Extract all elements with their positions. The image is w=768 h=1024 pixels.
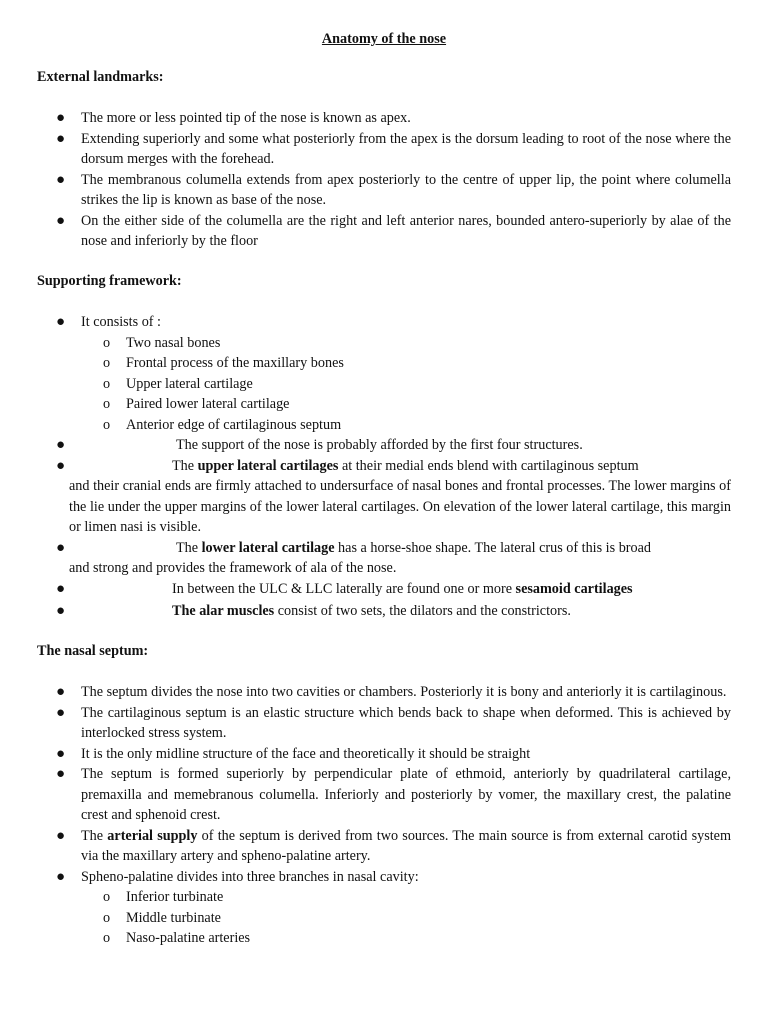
list-item: ● On the either side of the columella are the right and left anterior nares, bounded antero-superiorly by alae of the nose and inferiorly by the floor	[56, 212, 731, 249]
circle-bullet-icon: o	[103, 909, 111, 926]
supporting-framework-list	[0, 312, 768, 622]
list-item: ● The alar muscles consist of two sets, the dilators and the constrictors.	[0, 601, 731, 622]
list-item: ● The lower lateral cartilage has a horse-shoe shape. The lateral crus of this is broad and strong and provides the framework of ala of the nose.	[56, 539, 651, 576]
sub-list-item: o Upper lateral cartilage	[0, 374, 768, 395]
sub-list-item: o Anterior edge of cartilaginous septum	[0, 415, 768, 436]
bold-term: upper lateral cartilages	[197, 457, 339, 474]
list-item: ● The cartilaginous septum is an elastic structure which bends back to shape when deformed. This is achieved by interlocked stress system.	[56, 704, 731, 741]
list-item: ● The septum is formed superiorly by perpendicular plate of ethmoid, anteriorly by quadrilateral cartilage, premaxilla and memebranous columella. Inferiorly and posteriorly by vomer, the maxillary crest, the palatine crest and sphenoid crest.	[56, 766, 731, 823]
bold-term: sesamoid cartilages	[515, 580, 633, 597]
bullet-icon: ●	[56, 766, 66, 782]
bold-term: lower lateral cartilage	[201, 539, 335, 556]
bullet-icon: ●	[56, 684, 66, 700]
list-item: ● In between the ULC & LLC laterally are found one or more sesamoid cartilages	[0, 579, 731, 600]
bullet-icon: ●	[56, 539, 66, 556]
sub-list-item: o Inferior turbinate	[0, 887, 768, 908]
list-item: ● Extending superiorly and some what posteriorly from the apex is the dorsum leading to root of the nose where the dorsum merges with the forehead.	[56, 130, 731, 167]
sub-list-item: o Two nasal bones	[0, 333, 768, 354]
circle-bullet-icon: o	[103, 375, 111, 392]
nasal-septum-list	[0, 682, 768, 949]
circle-bullet-icon: o	[103, 930, 111, 946]
list-item: ● It consists of :	[0, 312, 731, 333]
heading-external-landmarks: External landmarks:	[37, 69, 164, 85]
circle-bullet-icon: o	[103, 416, 111, 433]
heading-supporting-framework: Supporting framework:	[37, 273, 182, 289]
sub-list-item: o Middle turbinate	[0, 908, 768, 929]
list-item: ● The support of the nose is probably afforded by the first four structures.	[0, 435, 731, 456]
bullet-icon: ●	[56, 130, 66, 147]
list-item: ● The upper lateral cartilages at their medial ends blend with cartilaginous septum and their cranial ends are firmly attached to undersurface of nasal bones and frontal processes. The lower margins of the lie under the upper margins of the lower lateral cartilages. On elevation of the lower lateral cartilage, this margin or limen nasi is visible.	[56, 457, 731, 535]
sub-list-item: o Frontal process of the maxillary bones	[0, 353, 768, 374]
page-title: Anatomy of the nose	[321, 31, 447, 47]
sub-list-item: o Naso-palatine arteries	[0, 928, 768, 949]
bullet-icon: ●	[56, 110, 66, 126]
bullet-icon: ●	[56, 745, 66, 762]
bullet-icon: ●	[56, 457, 66, 474]
circle-bullet-icon: o	[103, 889, 111, 905]
bullet-icon: ●	[56, 827, 66, 844]
bullet-icon: ●	[56, 580, 66, 597]
bullet-icon: ●	[56, 171, 66, 188]
circle-bullet-icon: o	[103, 355, 111, 371]
bullet-icon: ●	[56, 314, 66, 330]
heading-nasal-septum: The nasal septum:	[37, 643, 149, 659]
bullet-icon: ●	[56, 704, 66, 721]
circle-bullet-icon: o	[103, 396, 111, 412]
bullet-icon: ●	[56, 437, 66, 453]
sub-list-item: o Paired lower lateral cartilage	[0, 394, 768, 415]
list-item: ● The more or less pointed tip of the nose is known as apex.	[0, 108, 731, 129]
circle-bullet-icon: o	[103, 334, 111, 351]
bullet-icon: ●	[56, 868, 66, 885]
list-item: ● It is the only midline structure of the face and theoretically it should be straight	[0, 744, 731, 765]
list-item: ● The septum divides the nose into two cavities or chambers. Posteriorly it is bony and anteriorly it is cartilaginous.	[0, 682, 731, 703]
bullet-icon: ●	[56, 603, 66, 619]
bold-term: The alar muscles	[172, 603, 275, 619]
list-item: ● Spheno-palatine divides into three branches in nasal cavity:	[0, 867, 731, 888]
bold-term: arterial supply	[107, 827, 198, 844]
bullet-icon: ●	[56, 212, 66, 229]
external-landmarks-list	[0, 108, 768, 252]
list-item: ● The membranous columella extends from apex posteriorly to the centre of upper lip, the point where columella strikes the lip is known as base of the nose.	[56, 171, 731, 208]
list-item: ● The arterial supply of the septum is derived from two sources. The main source is from external carotid system via the maxillary artery and spheno-palatine artery.	[56, 827, 731, 864]
